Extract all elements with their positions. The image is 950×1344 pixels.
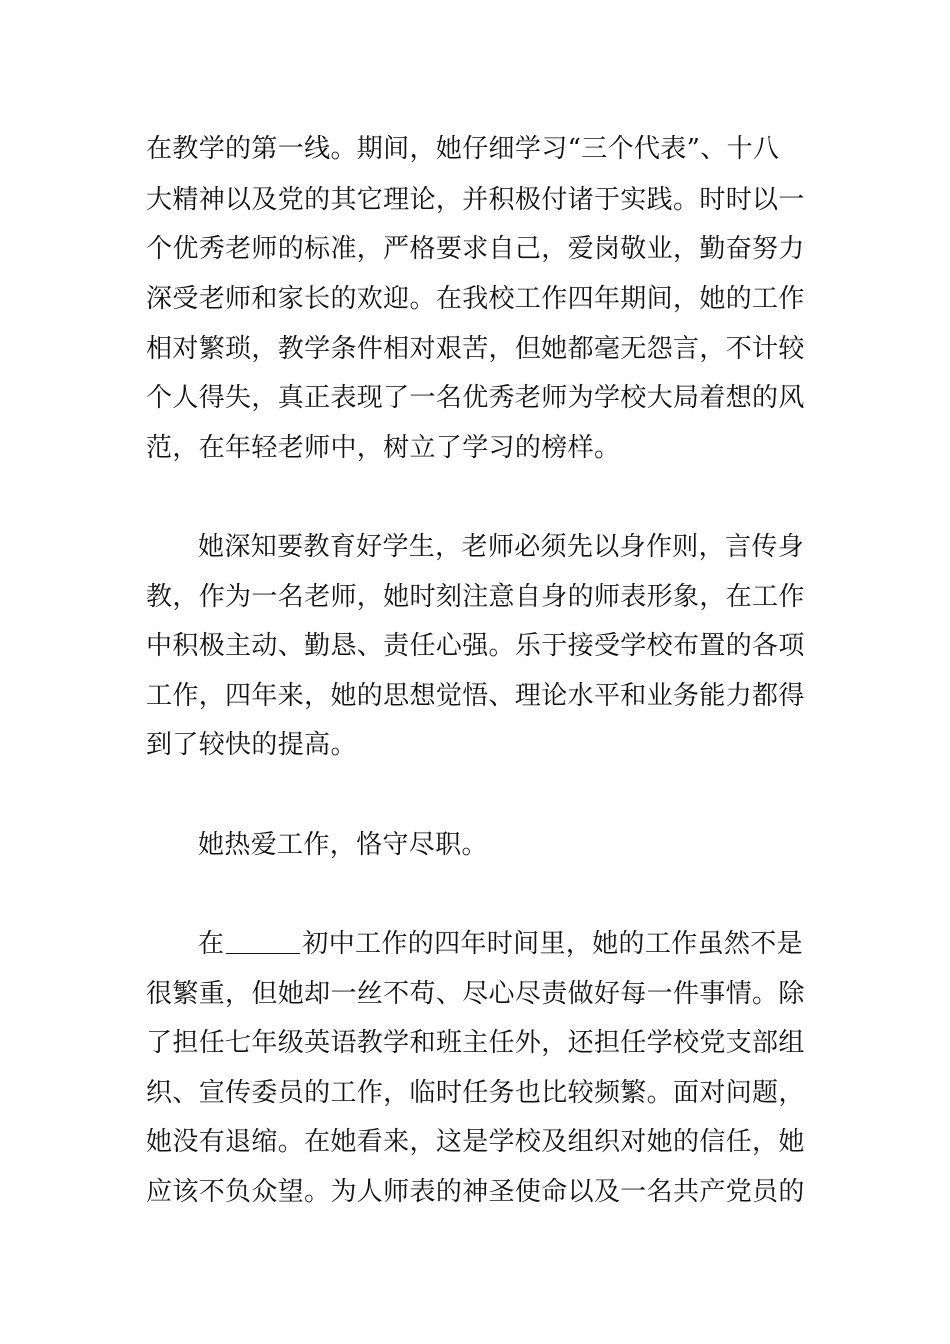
paragraph-2-line-5: 到了较快的提高。	[146, 730, 357, 760]
paragraph-4-text-before-blank: 在	[198, 929, 225, 959]
paragraph-1-line-4: 深受老师和家长的欢迎。在我校工作四年期间，她的工作	[146, 284, 805, 314]
paragraph-4-line-2: 很繁重，但她却一丝不苟、尽心尽责做好每一件事情。除	[146, 979, 805, 1009]
fill-in-blank-underline	[226, 931, 300, 954]
paragraph-4-line-5: 她没有退缩。在她看来，这是学校及组织对她的信任，她	[146, 1127, 805, 1157]
paragraph-1-line-6: 个人得失，真正表现了一名优秀老师为学校大局着想的风	[146, 383, 805, 413]
paragraph-2-line-4: 工作，四年来，她的思想觉悟、理论水平和业务能力都得	[146, 681, 805, 711]
paragraph-2-line-1: 她深知要教育好学生，老师必须先以身作则，言传身	[198, 532, 805, 562]
paragraph-4-line-1	[198, 919, 878, 969]
paragraph-4-line-6: 应该不负众望。为人师表的神圣使命以及一名共产党员的	[146, 1177, 805, 1207]
paragraph-2-line-2: 教，作为一名老师，她时刻注意自身的师表形象，在工作	[146, 582, 805, 612]
paragraph-3-line-1: 她热爱工作，恪守尽职。	[198, 830, 488, 860]
paragraph-1-line-1: 在教学的第一线。期间，她仔细学习“三个代表”、十八	[146, 134, 780, 164]
paragraph-1-line-5: 相对繁琐，教学条件相对艰苦，但她都毫无怨言，不计较	[146, 334, 805, 364]
paragraph-1-line-2: 大精神以及党的其它理论，并积极付诸于实践。时时以一	[146, 185, 805, 215]
paragraph-4-line-3: 了担任七年级英语教学和班主任外，还担任学校党支部组	[146, 1028, 805, 1058]
paragraph-1-line-3: 个优秀老师的标准，严格要求自己，爱岗敬业，勤奋努力	[146, 234, 805, 264]
paragraph-4-text-after-blank: 初中工作的四年时间里，她的工作虽然不是	[302, 929, 804, 959]
paragraph-2-line-3: 中积极主动、勤恳、责任心强。乐于接受学校布置的各项	[146, 631, 805, 661]
paragraph-4-line-4: 织、宣传委员的工作，临时任务也比较频繁。面对问题，	[146, 1078, 805, 1108]
paragraph-1-line-7: 范，在年轻老师中，树立了学习的榜样。	[146, 433, 621, 463]
